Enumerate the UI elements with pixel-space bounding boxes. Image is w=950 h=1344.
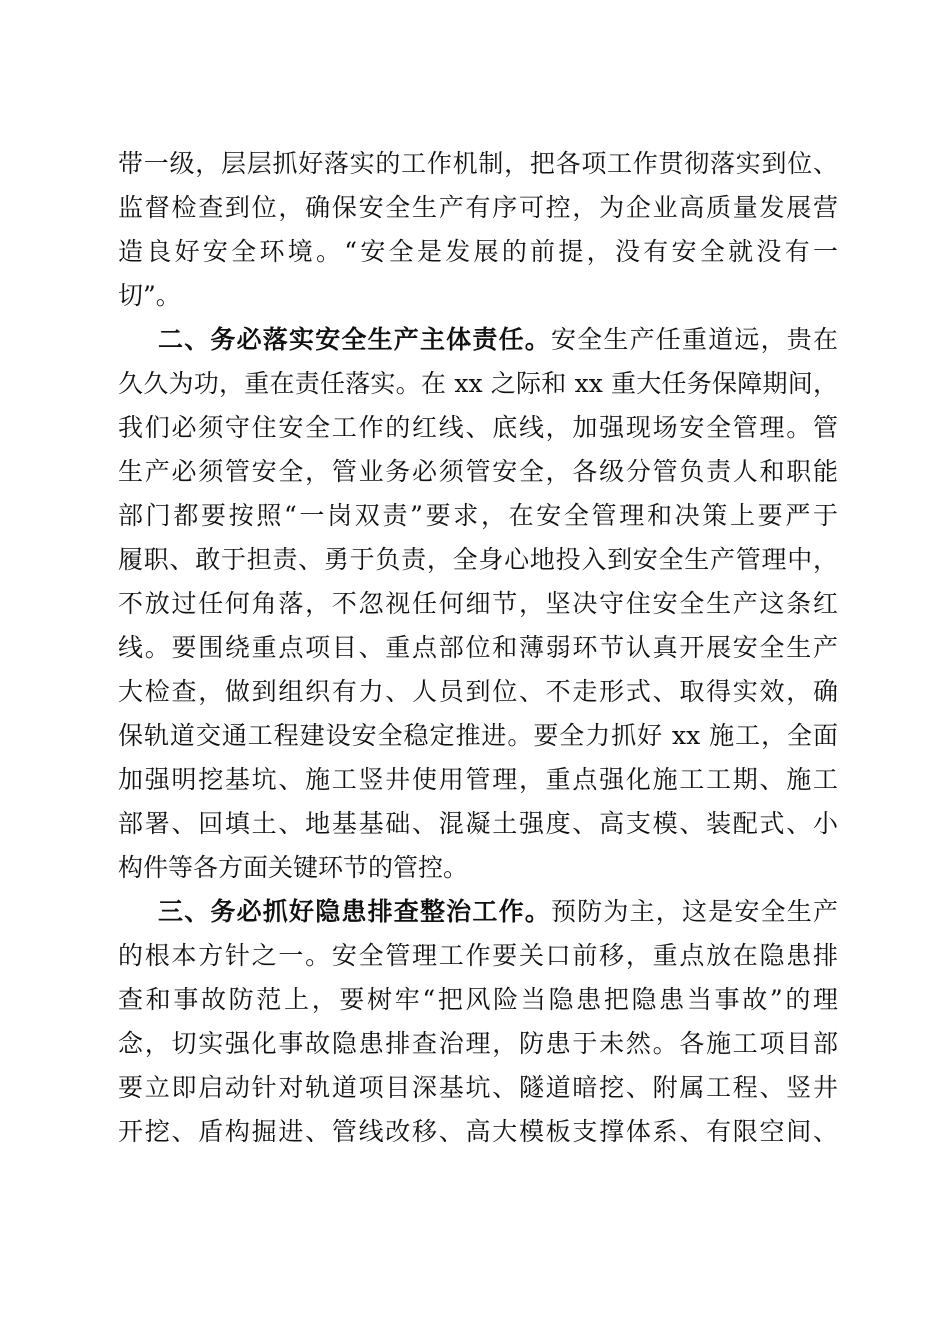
text-line: 生产必须管安全，管业务必须管安全，各级分管负责人和职能 <box>118 457 838 486</box>
text-line: 部门都要按照“一岗双责”要求，在安全管理和决策上要严于 <box>118 501 838 530</box>
text-line <box>118 318 838 362</box>
text-line: 监督检查到位，确保安全生产有序可控，为企业高质量发展营 <box>118 193 838 222</box>
text-line: 切”。 <box>118 281 181 310</box>
text-run: 安全生产任重道远，贵在 <box>550 325 838 354</box>
text-run: 预防为主，这是安全生产 <box>550 897 838 926</box>
document-body <box>118 142 838 1154</box>
text-line: 开挖、盾构掘进、管线改移、高大模板支撑体系、有限空间、 <box>118 1117 838 1146</box>
text-line: 久久为功，重在责任落实。在 xx 之际和 xx 重大任务保障期间， <box>118 369 838 398</box>
section-heading: 三、务必抓好隐患排查整治工作。 <box>158 897 551 926</box>
text-line: 加强明挖基坑、施工竖井使用管理，重点强化施工工期、施工 <box>118 765 838 794</box>
paragraph-2 <box>118 318 838 890</box>
paragraph-3 <box>118 890 838 1154</box>
text-line: 大检查，做到组织有力、人员到位、不走形式、取得实效，确 <box>118 677 838 706</box>
text-line: 念，切实强化事故隐患排查治理，防患于未然。各施工项目部 <box>118 1029 838 1058</box>
text-line: 履职、敢于担责、勇于负责，全身心地投入到安全生产管理中， <box>118 545 838 574</box>
text-line: 要立即启动针对轨道项目深基坑、隧道暗挖、附属工程、竖井 <box>118 1073 838 1102</box>
text-line: 查和事故防范上，要树牢“把风险当隐患把隐患当事故”的理 <box>118 985 838 1014</box>
text-line: 带一级，层层抓好落实的工作机制，把各项工作贯彻落实到位、 <box>118 149 838 178</box>
text-line: 保轨道交通工程建设安全稳定推进。要全力抓好 xx 施工，全面 <box>118 721 838 750</box>
text-line: 我们必须守住安全工作的红线、底线，加强现场安全管理。管 <box>118 413 838 442</box>
section-heading: 二、务必落实安全生产主体责任。 <box>158 325 551 354</box>
paragraph-1 <box>118 142 838 318</box>
text-line: 造良好安全环境。“安全是发展的前提，没有安全就没有一 <box>118 237 838 266</box>
text-line <box>118 890 838 934</box>
text-line: 线。要围绕重点项目、重点部位和薄弱环节认真开展安全生产 <box>118 633 838 662</box>
text-line: 构件等各方面关键环节的管控。 <box>118 853 469 882</box>
text-line: 不放过任何角落，不忽视任何细节，坚决守住安全生产这条红 <box>118 589 838 618</box>
text-line: 的根本方针之一。安全管理工作要关口前移，重点放在隐患排 <box>118 941 838 970</box>
text-line: 部署、回填土、地基基础、混凝土强度、高支模、装配式、小 <box>118 809 838 838</box>
